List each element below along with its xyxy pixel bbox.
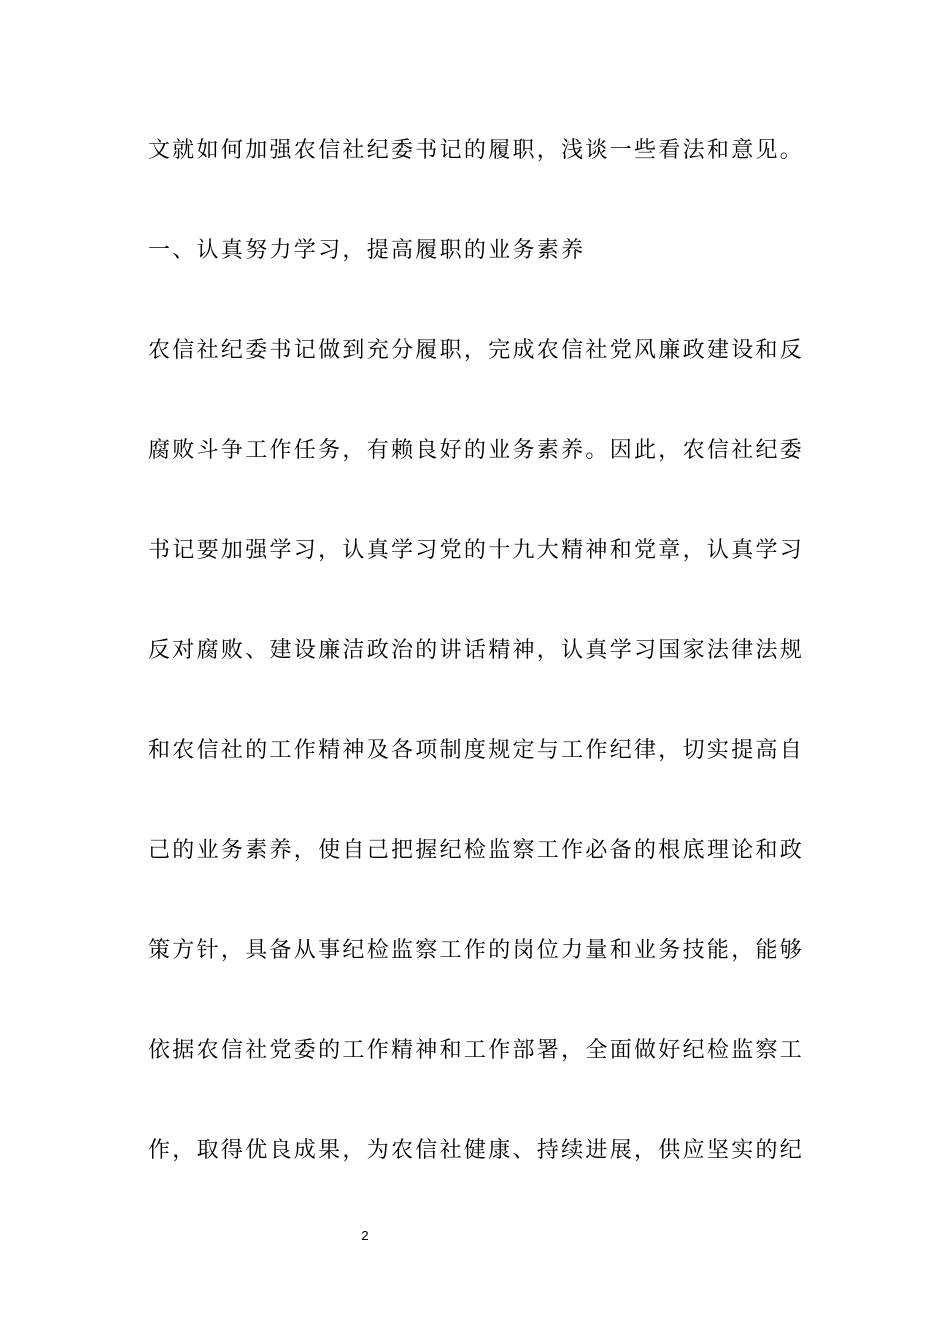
page-number: 2 [361, 1228, 369, 1243]
text-line-1: 文就如何加强农信社纪委书记的履职，浅谈一些看法和意见。 [148, 138, 805, 163]
section-heading: 一、认真努力学习，提高履职的业务素养 [148, 238, 586, 263]
text-line-11: 作，取得优良成果，为农信社健康、持续进展，供应坚实的纪 [148, 1138, 805, 1163]
text-line-3: 农信社纪委书记做到充分履职，完成农信社党风廉政建设和反 [148, 338, 805, 363]
text-line-8: 己的业务素养，使自己把握纪检监察工作必备的根底理论和政 [148, 838, 805, 863]
text-line-7: 和农信社的工作精神及各项制度规定与工作纪律，切实提高自 [148, 738, 805, 763]
text-line-4: 腐败斗争工作任务，有赖良好的业务素养。因此，农信社纪委 [148, 438, 805, 463]
text-line-6: 反对腐败、建设廉洁政治的讲话精神，认真学习国家法律法规 [148, 638, 805, 663]
text-line-10: 依据农信社党委的工作精神和工作部署，全面做好纪检监察工 [148, 1038, 805, 1063]
text-line-9: 策方针，具备从事纪检监察工作的岗位力量和业务技能，能够 [148, 938, 805, 963]
text-line-5: 书记要加强学习，认真学习党的十九大精神和党章，认真学习 [148, 538, 805, 563]
